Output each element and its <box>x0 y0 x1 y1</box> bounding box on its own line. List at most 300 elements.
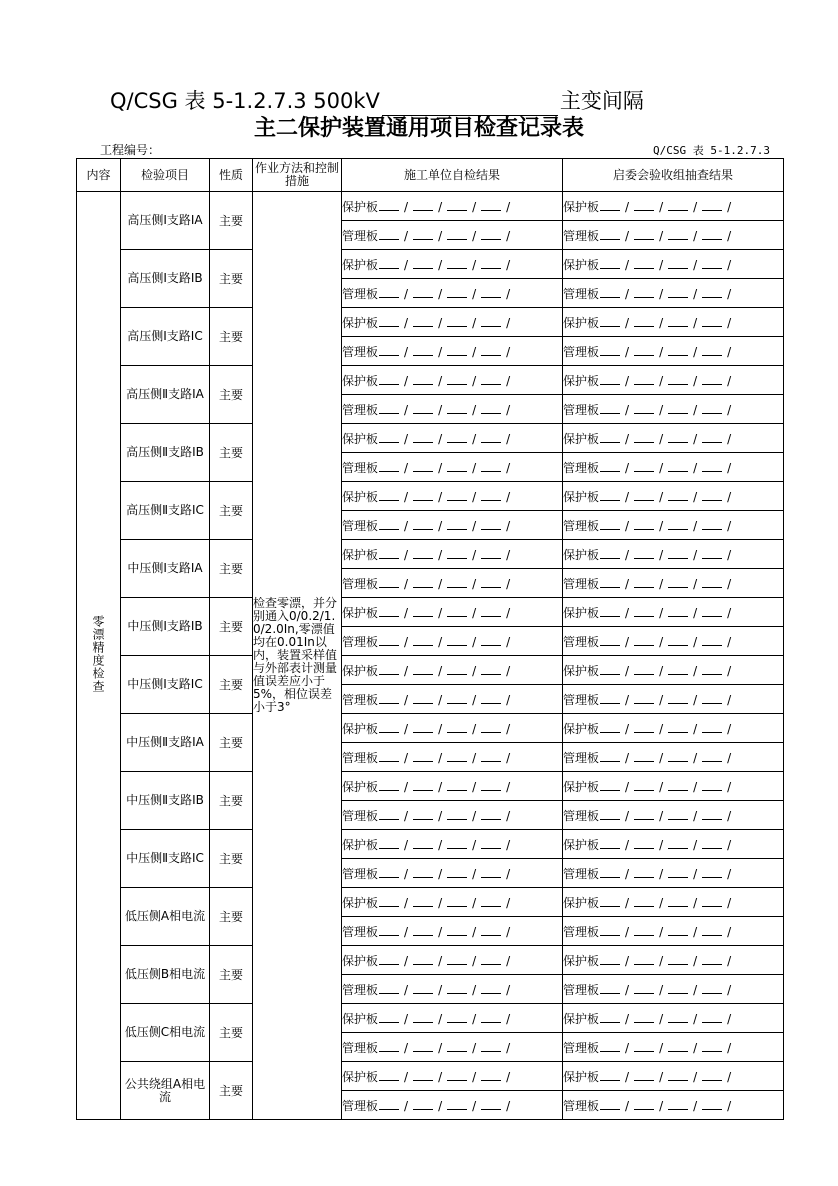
slash-separator: / <box>727 866 732 881</box>
value-blank[interactable] <box>702 286 722 298</box>
board-label: 保护板 <box>563 605 600 620</box>
value-blank[interactable] <box>379 692 399 704</box>
value-blank[interactable] <box>668 1098 688 1110</box>
value-blank[interactable] <box>600 1098 620 1110</box>
value-blank[interactable] <box>379 431 399 443</box>
value-blank[interactable] <box>379 663 399 675</box>
value-blank[interactable] <box>634 605 654 617</box>
value-blank[interactable] <box>634 1069 654 1081</box>
value-blank[interactable] <box>634 634 654 646</box>
value-blank[interactable] <box>413 953 433 965</box>
value-blank[interactable] <box>668 721 688 733</box>
value-blank[interactable] <box>634 431 654 443</box>
value-blank[interactable] <box>413 895 433 907</box>
value-blank[interactable] <box>668 1040 688 1052</box>
management-board-acceptance-cell <box>563 337 784 366</box>
value-blank[interactable] <box>600 1011 620 1023</box>
value-blank[interactable] <box>379 1011 399 1023</box>
value-blank[interactable] <box>634 924 654 936</box>
value-blank[interactable] <box>668 692 688 704</box>
board-label: 管理板 <box>563 692 600 707</box>
value-blank[interactable] <box>600 315 620 327</box>
value-blank[interactable] <box>447 692 467 704</box>
value-blank[interactable] <box>413 779 433 791</box>
value-blank[interactable] <box>447 228 467 240</box>
value-blank[interactable] <box>634 257 654 269</box>
slash-separator: / <box>438 953 443 968</box>
value-blank[interactable] <box>634 402 654 414</box>
slash-separator: / <box>438 460 443 475</box>
title-blank[interactable] <box>382 93 558 116</box>
slash-separator: / <box>727 924 732 939</box>
slash-separator: / <box>625 1011 630 1026</box>
value-blank[interactable] <box>634 779 654 791</box>
value-blank[interactable] <box>481 750 501 762</box>
value-blank[interactable] <box>481 692 501 704</box>
value-blank[interactable] <box>600 402 620 414</box>
value-blank[interactable] <box>600 344 620 356</box>
value-blank[interactable] <box>600 924 620 936</box>
value-blank[interactable] <box>668 286 688 298</box>
value-blank[interactable] <box>481 895 501 907</box>
value-blank[interactable] <box>447 1040 467 1052</box>
value-blank[interactable] <box>413 1040 433 1052</box>
value-blank[interactable] <box>634 750 654 762</box>
value-blank[interactable] <box>413 460 433 472</box>
value-blank[interactable] <box>413 750 433 762</box>
slash-separator: / <box>506 1040 511 1055</box>
value-blank[interactable] <box>447 1011 467 1023</box>
value-blank[interactable] <box>600 895 620 907</box>
value-blank[interactable] <box>634 1011 654 1023</box>
slash-separator: / <box>506 315 511 330</box>
value-blank[interactable] <box>702 373 722 385</box>
value-blank[interactable] <box>413 257 433 269</box>
value-blank[interactable] <box>447 315 467 327</box>
value-blank[interactable] <box>634 721 654 733</box>
value-blank[interactable] <box>702 837 722 849</box>
value-blank[interactable] <box>668 257 688 269</box>
value-blank[interactable] <box>379 895 399 907</box>
protection-board-acceptance-cell <box>563 366 784 395</box>
value-blank[interactable] <box>481 547 501 559</box>
value-blank[interactable] <box>600 257 620 269</box>
value-blank[interactable] <box>481 1040 501 1052</box>
slash-separator: / <box>659 750 664 765</box>
check-item-cell: 中压侧Ⅱ支路IC <box>121 830 210 888</box>
value-blank[interactable] <box>447 982 467 994</box>
value-blank[interactable] <box>702 228 722 240</box>
value-blank[interactable] <box>481 286 501 298</box>
value-blank[interactable] <box>413 663 433 675</box>
value-blank[interactable] <box>413 866 433 878</box>
value-blank[interactable] <box>702 924 722 936</box>
value-blank[interactable] <box>447 431 467 443</box>
value-blank[interactable] <box>379 953 399 965</box>
value-blank[interactable] <box>702 460 722 472</box>
slash-separator: / <box>472 1040 477 1055</box>
value-blank[interactable] <box>379 634 399 646</box>
slash-separator: / <box>659 228 664 243</box>
value-blank[interactable] <box>600 779 620 791</box>
value-blank[interactable] <box>600 692 620 704</box>
value-blank[interactable] <box>413 228 433 240</box>
value-blank[interactable] <box>600 460 620 472</box>
value-blank[interactable] <box>634 547 654 559</box>
value-blank[interactable] <box>481 257 501 269</box>
value-blank[interactable] <box>600 808 620 820</box>
value-blank[interactable] <box>447 634 467 646</box>
value-blank[interactable] <box>702 576 722 588</box>
value-blank[interactable] <box>600 1040 620 1052</box>
value-blank[interactable] <box>379 1098 399 1110</box>
value-blank[interactable] <box>634 953 654 965</box>
value-blank[interactable] <box>481 344 501 356</box>
value-blank[interactable] <box>481 634 501 646</box>
value-blank[interactable] <box>481 605 501 617</box>
value-blank[interactable] <box>668 837 688 849</box>
value-blank[interactable] <box>600 547 620 559</box>
value-blank[interactable] <box>413 808 433 820</box>
value-blank[interactable] <box>481 373 501 385</box>
value-blank[interactable] <box>413 982 433 994</box>
value-blank[interactable] <box>634 460 654 472</box>
board-label: 保护板 <box>342 895 379 910</box>
value-blank[interactable] <box>447 605 467 617</box>
value-blank[interactable] <box>481 489 501 501</box>
slash-separator: / <box>727 1069 732 1084</box>
value-blank[interactable] <box>668 982 688 994</box>
slash-separator: / <box>438 866 443 881</box>
value-blank[interactable] <box>668 779 688 791</box>
value-blank[interactable] <box>413 489 433 501</box>
value-blank[interactable] <box>668 750 688 762</box>
value-blank[interactable] <box>634 663 654 675</box>
slash-separator: / <box>659 286 664 301</box>
value-blank[interactable] <box>413 199 433 211</box>
value-blank[interactable] <box>634 982 654 994</box>
value-blank[interactable] <box>702 605 722 617</box>
value-blank[interactable] <box>702 431 722 443</box>
inspection-table <box>76 158 784 1120</box>
value-blank[interactable] <box>379 315 399 327</box>
value-blank[interactable] <box>702 257 722 269</box>
value-blank[interactable] <box>481 460 501 472</box>
value-blank[interactable] <box>447 866 467 878</box>
value-blank[interactable] <box>668 663 688 675</box>
value-blank[interactable] <box>447 837 467 849</box>
slash-separator: / <box>625 1040 630 1055</box>
value-blank[interactable] <box>447 779 467 791</box>
value-blank[interactable] <box>600 837 620 849</box>
value-blank[interactable] <box>481 576 501 588</box>
value-blank[interactable] <box>379 1040 399 1052</box>
value-blank[interactable] <box>447 518 467 530</box>
value-blank[interactable] <box>634 373 654 385</box>
value-blank[interactable] <box>379 924 399 936</box>
value-blank[interactable] <box>668 228 688 240</box>
value-blank[interactable] <box>600 576 620 588</box>
value-blank[interactable] <box>379 257 399 269</box>
value-blank[interactable] <box>481 431 501 443</box>
value-blank[interactable] <box>379 779 399 791</box>
value-blank[interactable] <box>481 1069 501 1081</box>
value-blank[interactable] <box>702 1040 722 1052</box>
value-blank[interactable] <box>447 402 467 414</box>
value-blank[interactable] <box>634 895 654 907</box>
value-blank[interactable] <box>600 286 620 298</box>
value-blank[interactable] <box>668 1011 688 1023</box>
value-blank[interactable] <box>634 837 654 849</box>
value-blank[interactable] <box>600 634 620 646</box>
value-blank[interactable] <box>413 286 433 298</box>
value-blank[interactable] <box>668 808 688 820</box>
value-blank[interactable] <box>413 431 433 443</box>
value-blank[interactable] <box>379 286 399 298</box>
value-blank[interactable] <box>447 924 467 936</box>
value-blank[interactable] <box>600 373 620 385</box>
value-blank[interactable] <box>702 315 722 327</box>
value-blank[interactable] <box>634 1040 654 1052</box>
slash-separator: / <box>659 779 664 794</box>
value-blank[interactable] <box>413 1069 433 1081</box>
value-blank[interactable] <box>379 344 399 356</box>
slash-separator: / <box>438 489 443 504</box>
value-blank[interactable] <box>379 982 399 994</box>
value-blank[interactable] <box>600 750 620 762</box>
protection-board-self-cell <box>342 772 563 801</box>
value-blank[interactable] <box>413 837 433 849</box>
value-blank[interactable] <box>634 199 654 211</box>
value-blank[interactable] <box>379 199 399 211</box>
value-blank[interactable] <box>668 431 688 443</box>
slash-separator: / <box>625 779 630 794</box>
value-blank[interactable] <box>668 866 688 878</box>
value-blank[interactable] <box>668 199 688 211</box>
value-blank[interactable] <box>481 402 501 414</box>
value-blank[interactable] <box>413 721 433 733</box>
value-blank[interactable] <box>413 373 433 385</box>
value-blank[interactable] <box>379 547 399 559</box>
value-blank[interactable] <box>668 489 688 501</box>
value-blank[interactable] <box>447 489 467 501</box>
slash-separator: / <box>506 199 511 214</box>
value-blank[interactable] <box>481 1098 501 1110</box>
value-blank[interactable] <box>447 460 467 472</box>
value-blank[interactable] <box>447 953 467 965</box>
value-blank[interactable] <box>379 1069 399 1081</box>
management-board-self-cell <box>342 801 563 830</box>
slash-separator: / <box>438 344 443 359</box>
slash-separator: / <box>472 895 477 910</box>
value-blank[interactable] <box>702 750 722 762</box>
value-blank[interactable] <box>702 982 722 994</box>
value-blank[interactable] <box>413 1011 433 1023</box>
value-blank[interactable] <box>481 199 501 211</box>
value-blank[interactable] <box>702 721 722 733</box>
value-blank[interactable] <box>702 199 722 211</box>
value-blank[interactable] <box>447 286 467 298</box>
value-blank[interactable] <box>600 663 620 675</box>
value-blank[interactable] <box>447 895 467 907</box>
value-blank[interactable] <box>702 489 722 501</box>
value-blank[interactable] <box>379 518 399 530</box>
value-blank[interactable] <box>702 808 722 820</box>
value-blank[interactable] <box>600 228 620 240</box>
value-blank[interactable] <box>668 895 688 907</box>
slash-separator: / <box>506 808 511 823</box>
value-blank[interactable] <box>413 1098 433 1110</box>
value-blank[interactable] <box>379 228 399 240</box>
value-blank[interactable] <box>668 634 688 646</box>
value-blank[interactable] <box>447 750 467 762</box>
value-blank[interactable] <box>702 1098 722 1110</box>
value-blank[interactable] <box>413 692 433 704</box>
value-blank[interactable] <box>447 547 467 559</box>
value-blank[interactable] <box>481 866 501 878</box>
value-blank[interactable] <box>600 199 620 211</box>
value-blank[interactable] <box>668 373 688 385</box>
value-blank[interactable] <box>379 576 399 588</box>
value-blank[interactable] <box>413 518 433 530</box>
value-blank[interactable] <box>668 402 688 414</box>
value-blank[interactable] <box>481 982 501 994</box>
value-blank[interactable] <box>634 518 654 530</box>
value-blank[interactable] <box>600 866 620 878</box>
value-blank[interactable] <box>634 489 654 501</box>
value-blank[interactable] <box>447 576 467 588</box>
value-blank[interactable] <box>668 924 688 936</box>
value-blank[interactable] <box>702 953 722 965</box>
value-blank[interactable] <box>413 344 433 356</box>
value-blank[interactable] <box>600 518 620 530</box>
value-blank[interactable] <box>379 489 399 501</box>
value-blank[interactable] <box>447 1069 467 1081</box>
value-blank[interactable] <box>379 402 399 414</box>
value-blank[interactable] <box>702 779 722 791</box>
value-blank[interactable] <box>634 1098 654 1110</box>
value-blank[interactable] <box>481 924 501 936</box>
value-blank[interactable] <box>668 315 688 327</box>
slash-separator: / <box>693 547 698 562</box>
check-item-cell: 中压侧Ⅰ支路IA <box>121 540 210 598</box>
value-blank[interactable] <box>634 866 654 878</box>
value-blank[interactable] <box>413 924 433 936</box>
value-blank[interactable] <box>600 489 620 501</box>
value-blank[interactable] <box>481 837 501 849</box>
slash-separator: / <box>472 1098 477 1113</box>
value-blank[interactable] <box>379 750 399 762</box>
value-blank[interactable] <box>379 373 399 385</box>
value-blank[interactable] <box>379 808 399 820</box>
value-blank[interactable] <box>668 953 688 965</box>
value-blank[interactable] <box>481 721 501 733</box>
value-blank[interactable] <box>481 228 501 240</box>
col-header-self-check: 施工单位自检结果 <box>342 159 563 192</box>
slash-separator: / <box>404 1098 409 1113</box>
value-blank[interactable] <box>702 895 722 907</box>
value-blank[interactable] <box>634 692 654 704</box>
value-blank[interactable] <box>413 547 433 559</box>
value-blank[interactable] <box>634 576 654 588</box>
value-blank[interactable] <box>413 605 433 617</box>
value-blank[interactable] <box>702 518 722 530</box>
value-blank[interactable] <box>600 721 620 733</box>
value-blank[interactable] <box>668 344 688 356</box>
value-blank[interactable] <box>668 547 688 559</box>
value-blank[interactable] <box>447 663 467 675</box>
value-blank[interactable] <box>379 866 399 878</box>
board-label: 保护板 <box>563 257 600 272</box>
board-label: 管理板 <box>342 344 379 359</box>
value-blank[interactable] <box>447 1098 467 1110</box>
value-blank[interactable] <box>600 982 620 994</box>
value-blank[interactable] <box>600 953 620 965</box>
value-blank[interactable] <box>600 605 620 617</box>
value-blank[interactable] <box>481 315 501 327</box>
value-blank[interactable] <box>702 692 722 704</box>
value-blank[interactable] <box>481 808 501 820</box>
value-blank[interactable] <box>447 721 467 733</box>
value-blank[interactable] <box>379 837 399 849</box>
value-blank[interactable] <box>600 431 620 443</box>
value-blank[interactable] <box>702 634 722 646</box>
value-blank[interactable] <box>481 1011 501 1023</box>
value-blank[interactable] <box>702 344 722 356</box>
value-blank[interactable] <box>634 286 654 298</box>
value-blank[interactable] <box>447 199 467 211</box>
value-blank[interactable] <box>413 402 433 414</box>
value-blank[interactable] <box>447 344 467 356</box>
value-blank[interactable] <box>702 866 722 878</box>
value-blank[interactable] <box>481 953 501 965</box>
value-blank[interactable] <box>702 402 722 414</box>
value-blank[interactable] <box>702 1011 722 1023</box>
value-blank[interactable] <box>379 721 399 733</box>
value-blank[interactable] <box>702 1069 722 1081</box>
value-blank[interactable] <box>634 344 654 356</box>
value-blank[interactable] <box>447 808 467 820</box>
value-blank[interactable] <box>481 518 501 530</box>
value-blank[interactable] <box>413 315 433 327</box>
value-blank[interactable] <box>413 576 433 588</box>
value-blank[interactable] <box>668 576 688 588</box>
management-board-acceptance-cell <box>563 221 784 250</box>
value-blank[interactable] <box>447 257 467 269</box>
value-blank[interactable] <box>668 518 688 530</box>
nature-cell: 主要 <box>210 250 253 308</box>
value-blank[interactable] <box>379 460 399 472</box>
value-blank[interactable] <box>600 1069 620 1081</box>
value-blank[interactable] <box>379 605 399 617</box>
value-blank[interactable] <box>447 373 467 385</box>
slash-separator: / <box>506 489 511 504</box>
management-board-acceptance-cell <box>563 859 784 888</box>
value-blank[interactable] <box>702 663 722 675</box>
value-blank[interactable] <box>413 634 433 646</box>
value-blank[interactable] <box>634 808 654 820</box>
value-blank[interactable] <box>481 779 501 791</box>
value-blank[interactable] <box>634 228 654 240</box>
value-blank[interactable] <box>702 547 722 559</box>
value-blank[interactable] <box>668 460 688 472</box>
value-blank[interactable] <box>634 315 654 327</box>
value-blank[interactable] <box>668 1069 688 1081</box>
value-blank[interactable] <box>668 605 688 617</box>
slash-separator: / <box>438 1098 443 1113</box>
value-blank[interactable] <box>481 663 501 675</box>
slash-separator: / <box>472 315 477 330</box>
